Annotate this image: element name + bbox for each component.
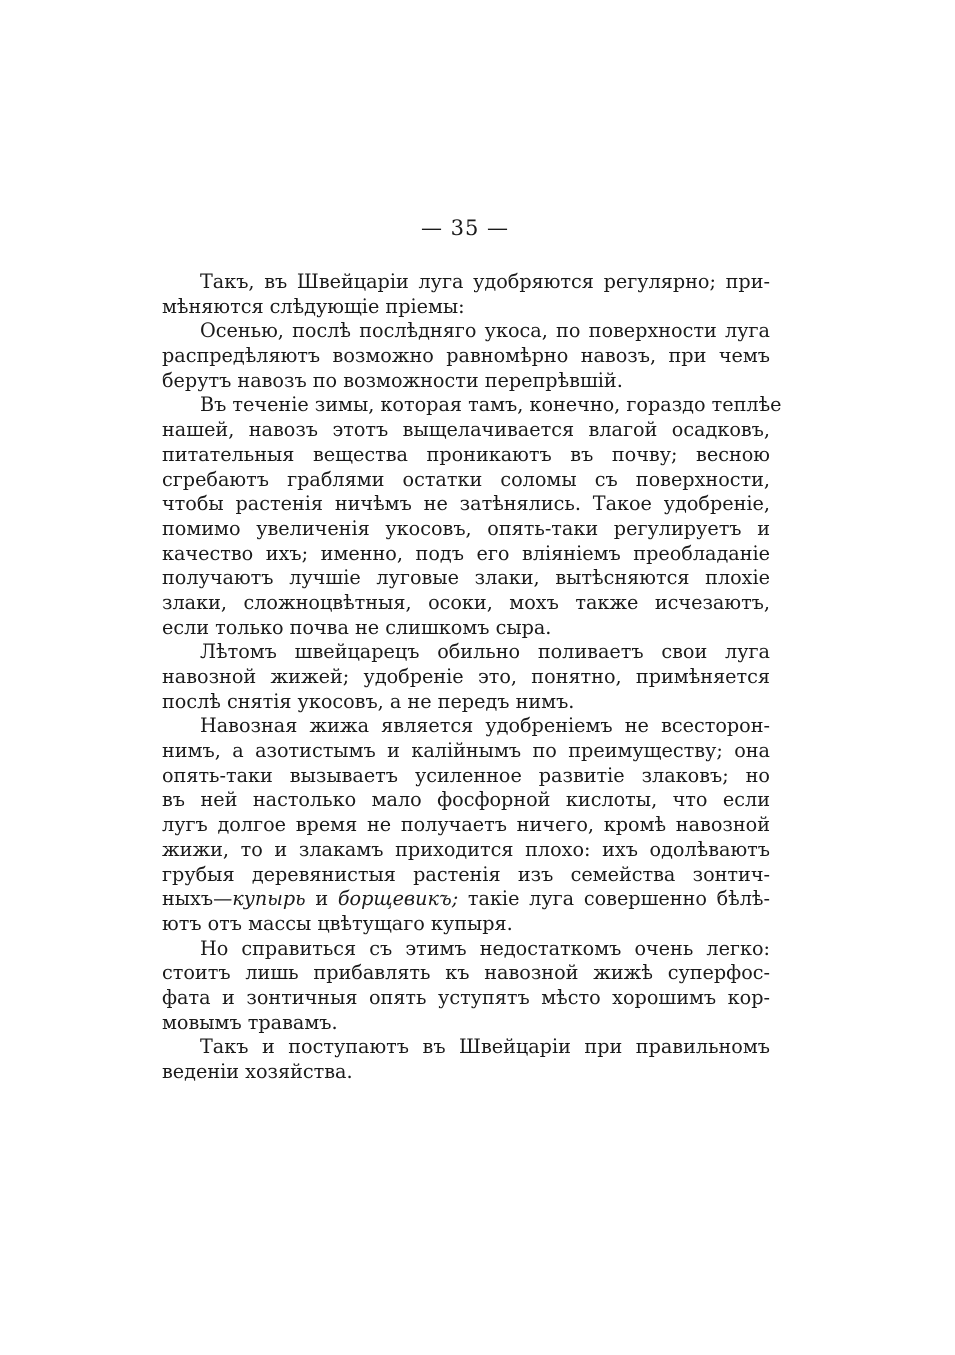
text-line: получаютъ лучшіе луговые злаки, вытѣсняются плохіе [162,566,770,590]
text-line: Осенью, послѣ послѣдняго укоса, по поверхности луга [200,319,770,343]
text-line: Въ теченіе зимы, которая тамъ, конечно, гораздо теплѣе [200,393,782,417]
text-line: Но справиться съ этимъ недостаткомъ очень легко: [200,936,770,960]
text-line: веденіи хозяйства. [162,1060,353,1083]
text-line: Навозная жижа является удобреніемъ не всесторон- [200,714,770,738]
text-line: если только почва не слишкомъ сыра. [162,615,552,639]
italic-term: купырь [232,887,306,911]
text-fragment: такіе луга совершенно бѣлѣ- [458,887,770,911]
text-line: Такъ и поступаютъ въ Швейцаріи при правильномъ [200,1035,770,1059]
text-line: берутъ навозъ по возможности перепрѣвшій. [162,368,623,392]
text-line: качество ихъ; именно, подъ его вліяніемъ преобладаніе [162,541,770,565]
text-line: послѣ снятія укосовъ, а не передъ нимъ. [162,689,575,713]
text-line: мѣняются слѣдующіе пріемы: [162,294,465,318]
text-line: жижи, то и злакамъ приходится плохо: ихъ одолѣваютъ [162,837,770,861]
text-line: нашей, навозъ этотъ выщелачивается влагой осадковъ, [162,418,770,442]
text-line: Такъ, въ Швейцаріи луга удобряются регулярно; при- [200,270,770,293]
text-line: Лѣтомъ швейцарецъ обильно поливаетъ свои луга [200,640,770,664]
italic-term: борщевикъ; [337,887,459,911]
text-line: нимъ, а азотистымъ и калійнымъ по преимуществу; она [162,739,770,763]
text-line: грубыя деревянистыя растенія изъ семейства зонтич- [162,862,770,886]
text-fragment: и [305,887,338,911]
text-line: сгребаютъ граблями остатки соломы съ поверхности, [162,467,770,491]
text-line: помимо увеличенія укосовъ, опять-таки регулируетъ и [162,516,770,540]
text-line: стоитъ лишь прибавлять къ навозной жижѣ суперфос- [162,961,770,985]
body-text [162,270,782,1085]
page-number: — 35 — [420,216,510,240]
text-line [162,887,770,912]
text-line: въ ней настолько мало фосфорной кислоты, что если [162,788,770,812]
text-fragment: ныхъ— [162,887,233,911]
text-line: злаки, сложноцвѣтныя, осоки, мохъ также исчезаютъ, [162,590,770,614]
text-line: мовымъ травамъ. [162,1010,338,1034]
text-line: фата и зонтичныя опять уступятъ мѣсто хорошимъ кор- [162,985,770,1009]
text-line: ютъ отъ массы цвѣтущаго купыря. [162,911,513,935]
text-line: чтобы растенія ничѣмъ не затѣнялись. Такое удобреніе, [162,492,770,516]
text-line: опять-таки вызываетъ усиленное развитіе злаковъ; но [162,763,770,787]
text-line: навозной жижей; удобреніе это, понятно, примѣняется [162,665,770,688]
text-line: лугъ долгое время не получаетъ ничего, кромѣ навозной [162,813,770,837]
text-line: распредѣляютъ возможно равномѣрно навозъ, при чемъ [162,344,770,368]
text-line: питательныя вещества проникаютъ въ почву; весною [162,442,770,466]
